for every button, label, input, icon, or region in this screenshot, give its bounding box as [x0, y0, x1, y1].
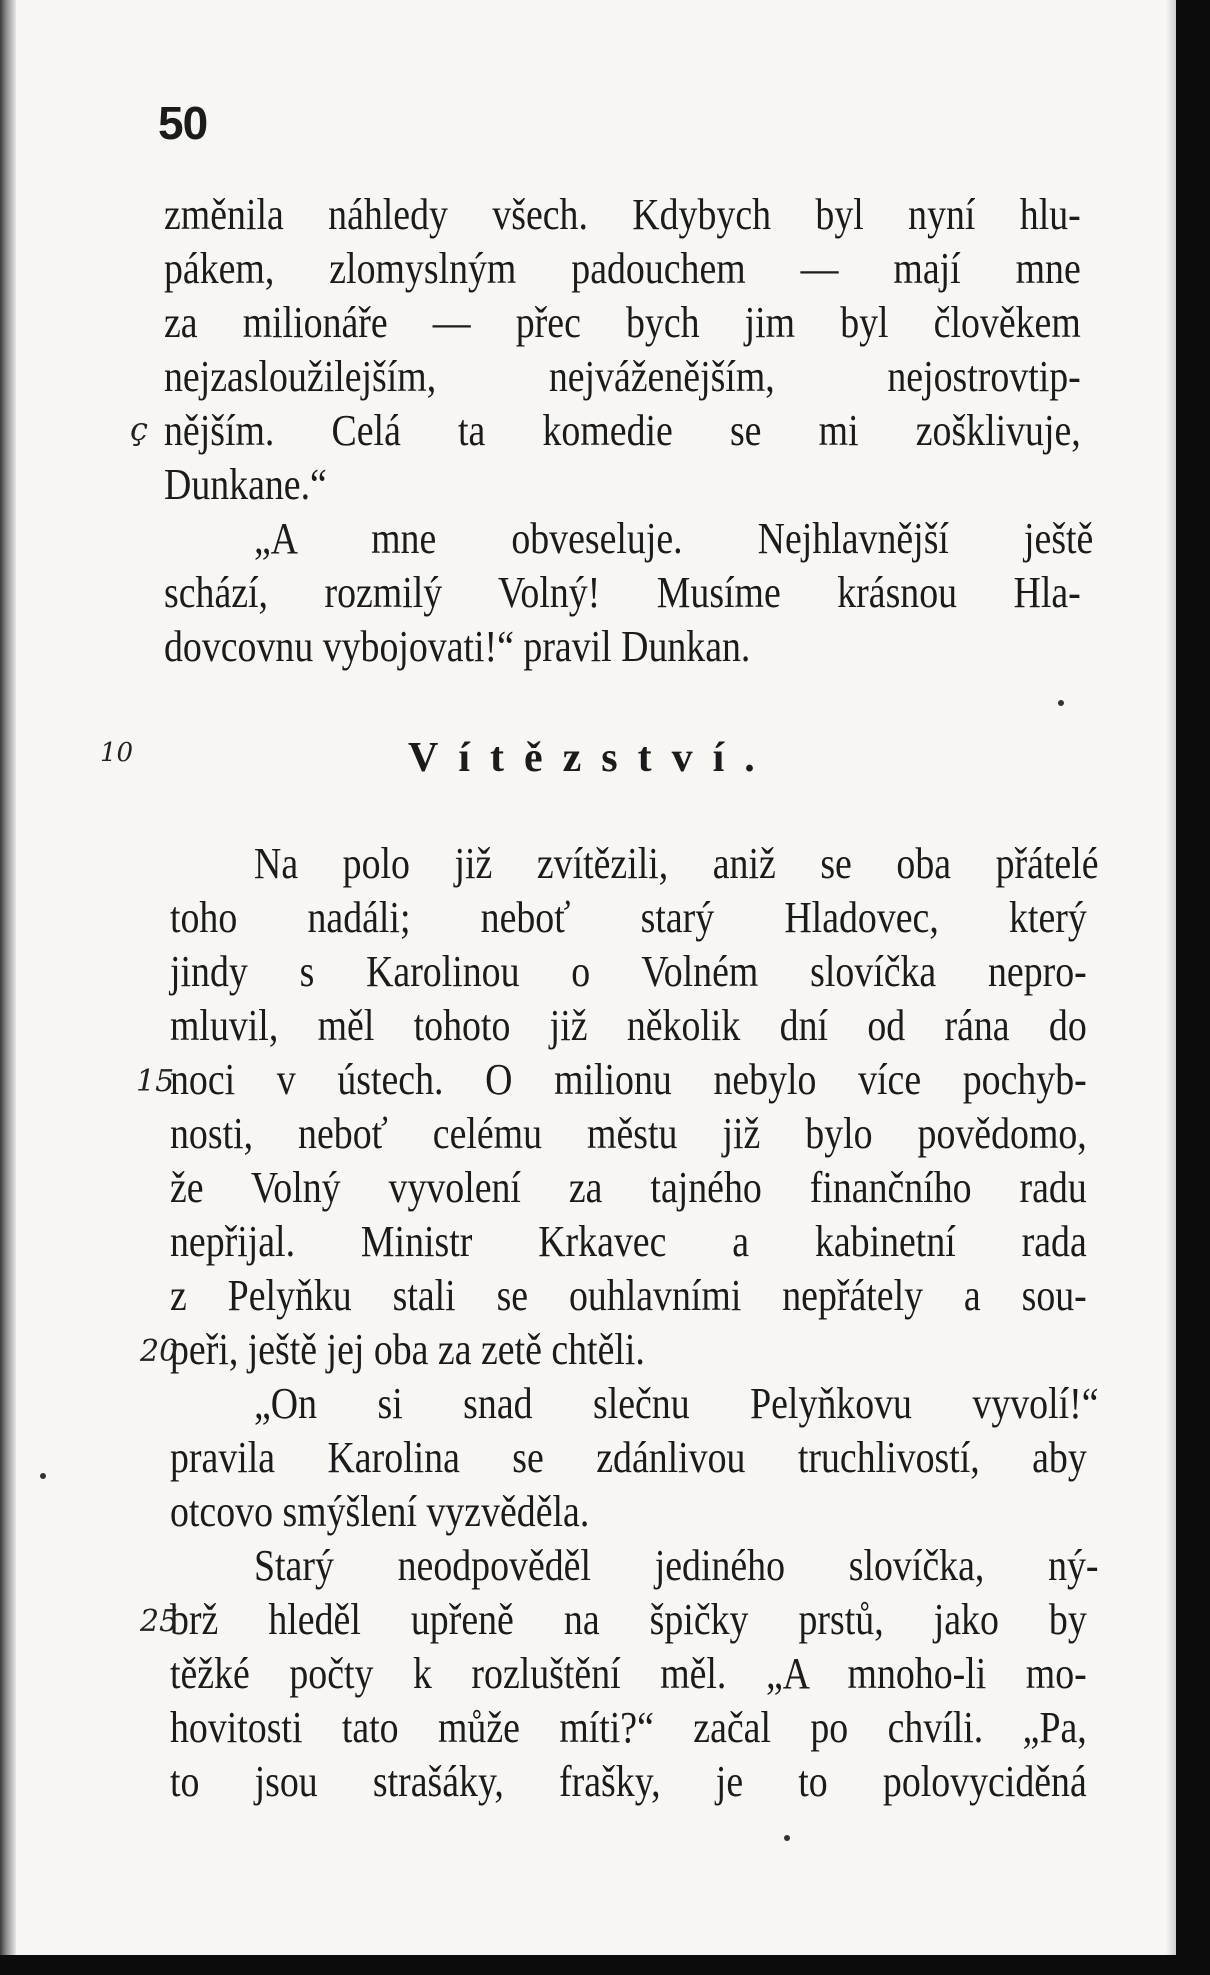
margin-note: ç: [130, 410, 148, 448]
margin-note: 20: [140, 1334, 179, 1369]
text-line: změnila náhledy všech. Kdybych byl nyní hlu-: [164, 190, 1081, 239]
ink-speck: [40, 1473, 46, 1479]
text-line: to jsou strašáky, frašky, je to polovyciděná: [170, 1757, 1087, 1806]
text-line: nepřijal. Ministr Krkavec a kabinetní rada: [170, 1217, 1087, 1266]
text-line: otcovo smýšlení vyzvěděla.: [170, 1487, 590, 1536]
text-line: nejzasloužilejším, nejváženějším, nejostrovtip-: [164, 352, 1081, 401]
page-number: 50: [158, 97, 208, 149]
text-line: Dunkane.“: [164, 460, 327, 509]
text-line: brž hleděl upřeně na špičky prstů, jako by: [170, 1595, 1087, 1644]
text-line: z Pelyňku stali se ouhlavními nepřátely a sou-: [170, 1271, 1087, 1320]
page-left-edge: [0, 0, 16, 1975]
text-line: nějším. Celá ta komedie se mi zošklivuje,: [164, 406, 1081, 455]
page-bottom-edge: [0, 1955, 1210, 1975]
page-right-shadow: [1166, 0, 1176, 1975]
text-line: pravila Karolina se zdánlivou truchlivostí, aby: [170, 1433, 1087, 1482]
text-line: peři, ještě jej oba za zetě chtěli.: [170, 1325, 645, 1374]
text-line: za milionáře — přec bych jim byl člověkem: [164, 298, 1081, 347]
margin-note: 10: [100, 738, 134, 768]
paragraph-block-bottom: [170, 837, 1099, 1809]
paragraph-block-top: [164, 188, 1094, 674]
text-line: hovitosti tato může míti?“ začal po chvíli. „Pa,: [170, 1703, 1087, 1752]
text-line: noci v ústech. O milionu nebylo více pochyb-: [170, 1055, 1087, 1104]
text-line: že Volný vyvolení za tajného finančního radu: [170, 1163, 1087, 1212]
text-line: pákem, zlomyslným padouchem — mají mne: [164, 244, 1081, 293]
text-line: těžké počty k rozluštění měl. „A mnoho-li mo-: [170, 1649, 1087, 1698]
text-line: „A mne obveseluje. Nejhlavnější ještě: [254, 514, 1094, 563]
text-line: dovcovnu vybojovati!“ pravil Dunkan.: [164, 622, 751, 671]
ink-speck: [1058, 700, 1064, 706]
text-line: Starý neodpověděl jediného slovíčka, ný-: [254, 1541, 1099, 1590]
text-line: „On si snad slečnu Pelyňkovu vyvolí!“: [254, 1379, 1099, 1428]
text-line: schází, rozmilý Volný! Musíme krásnou Hla-: [164, 568, 1081, 617]
text-line: Na polo již zvítězili, aniž se oba přátelé: [254, 839, 1099, 888]
text-line: nosti, neboť celému městu již bylo povědomo,: [170, 1109, 1087, 1158]
text-line: mluvil, měl tohoto již několik dní od rána do: [170, 1001, 1087, 1050]
margin-note: 25: [140, 1604, 179, 1639]
page-right-edge: [1176, 0, 1210, 1975]
text-line: toho nadáli; neboť starý Hladovec, který: [170, 893, 1087, 942]
section-heading: Vítězství.: [408, 735, 775, 781]
ink-speck: [784, 1835, 790, 1841]
text-line: jindy s Karolinou o Volném slovíčka nepro-: [170, 947, 1087, 996]
margin-note: 15: [136, 1064, 175, 1099]
